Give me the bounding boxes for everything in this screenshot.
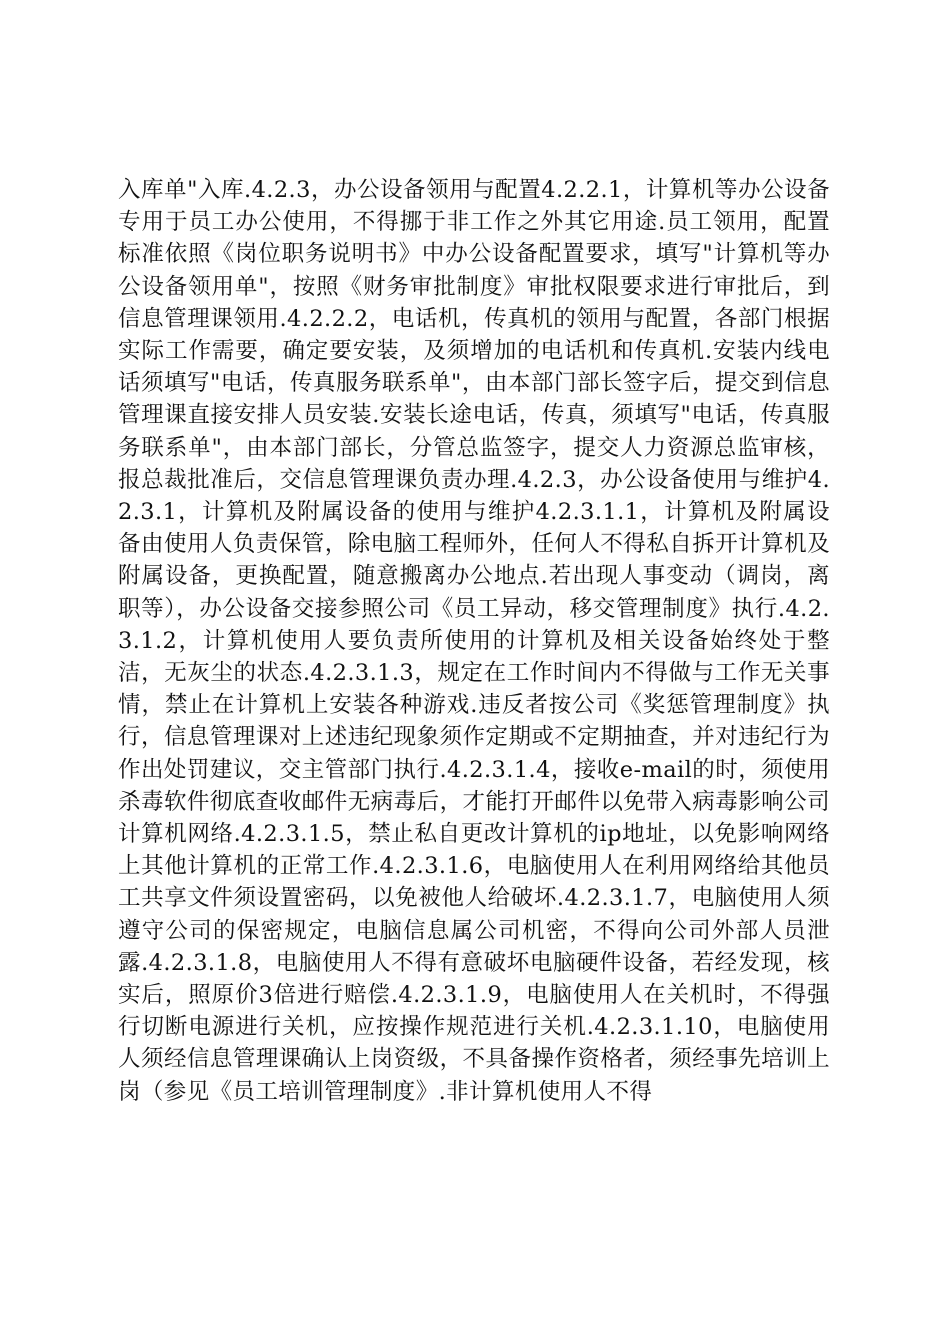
body-paragraph: 入库单"入库.4.2.3，办公设备领用与配置4.2.2.1，计算机等办公设备专用于员工办公使用，不得挪于非工作之外其它用途.员工领用，配置标准依照《岗位职务说明书》中办公设备配置要求，填写"计算机等办公设备领用单"，按照《财务审批制度》审批权限要求进行审批后，到信息管理课领用.4.2.2.2，电话机，传真机的领用与配置，各部门根据实际工作需要，确定要安装，及须增加的电话机和传真机.安装内线电话须填写"电话，传真服务联系单"，由本部门部长签字后，提交到信息管理课直接安排人员安装.安装长途电话，传真，须填写"电话，传真服务联系单"，由本部门部长，分管总监签字，提交人力资源总监审核，报总裁批准后，交信息管理课负责办理.4.2.3，办公设备使用与维护4.2.3.1，计算机及附属设备的使用与维护4.2.3.1.1，计算机及附属设备由使用人负责保管，除电脑工程师外，任何人不得私自拆开计算机及附属设备，更换配置，随意搬离办公地点.若出现人事变动（调岗，离职等），办公设备交接参照公司《员工异动，移交管理制度》执行.4.2.3.1.2，计算机使用人要负责所使用的计算机及相关设备始终处于整洁，无灰尘的状态.4.2.3.1.3，规定在工作时间内不得做与工作无关事情，禁止在计算机上安装各种游戏.违反者按公司《奖惩管理制度》执行，信息管理课对上述违纪现象须作定期或不定期抽查，并对违纪行为作出处罚建议，交主管部门执行.4.2.3.1.4，接收e-mail的时，须使用杀毒软件彻底查收邮件无病毒后，才能打开邮件以免带入病毒影响公司计算机网络.4.2.3.1.5，禁止私自更改计算机的ip地址，以免影响网络上其他计算机的正常工作.4.2.3.1.6，电脑使用人在利用网络给其他员工共享文件须设置密码，以免被他人给破坏.4.2.3.1.7，电脑使用人须遵守公司的保密规定，电脑信息属公司机密，不得向公司外部人员泄露.4.2.3.1.8，电脑使用人不得有意破坏电脑硬件设备，若经发现，核实后，照原价3倍进行赔偿.4.2.3.1.9，电脑使用人在关机时，不得强行切断电源进行关机，应按操作规范进行关机.4.2.3.1.10，电脑使用人须经信息管理课确认上岗资级，不具备操作资格者，须经事先培训上岗（参见《员工培训管理制度》.非计算机使用人不得 bbox=[118, 177, 830, 1105]
